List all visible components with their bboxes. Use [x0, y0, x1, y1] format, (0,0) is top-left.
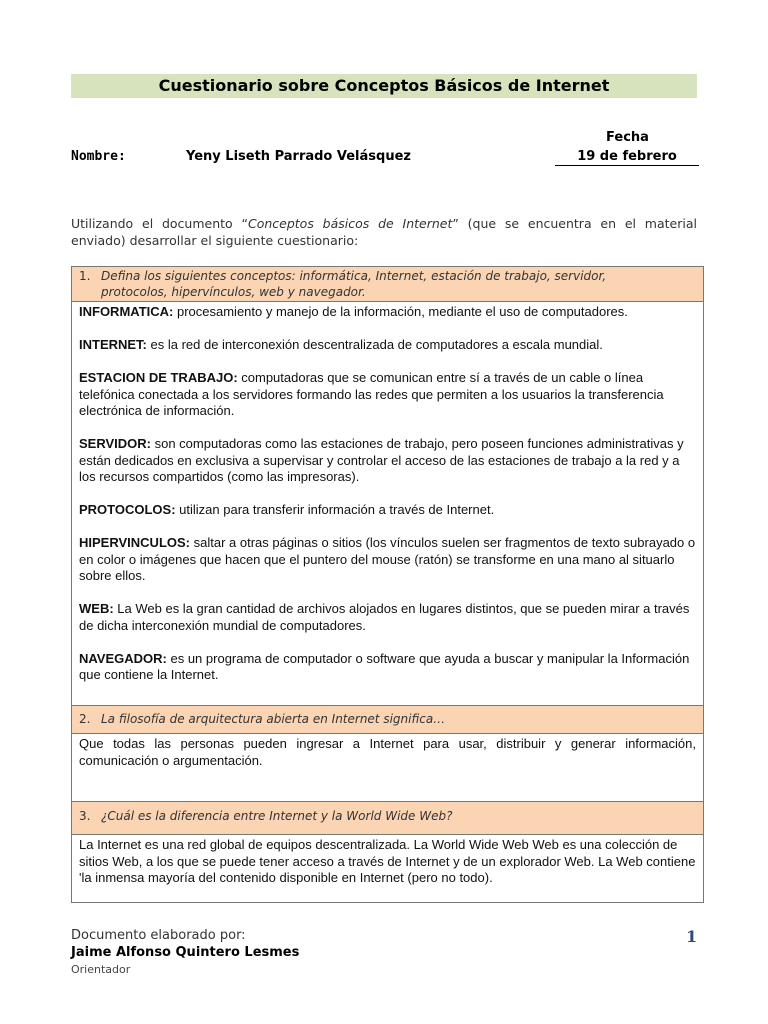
question-3 [72, 802, 703, 835]
footer-prepared-by: Documento elaborado por: [71, 928, 246, 943]
definition-term: HIPERVINCULOS: [79, 535, 190, 550]
questionnaire-table [71, 266, 704, 903]
intro-paragraph [71, 215, 697, 249]
question-text: Defina los siguientes conceptos: informática, Internet, estación de trabajo, servidor, [101, 269, 607, 283]
definition-estacion [79, 370, 696, 420]
definition-term: NAVEGADOR: [79, 650, 167, 666]
definition-servidor [79, 436, 696, 486]
question-text-continued: protocolos, hipervínculos, web y navegador. [101, 285, 366, 299]
footer-role: Orientador [71, 963, 131, 976]
definition-term: ESTACION DE TRABAJO: [79, 370, 238, 385]
definition-text: saltar a otras páginas o sitios (los vínculos suelen ser fragmentos de texto subrayado o en color o imágenes que hacen que el puntero del mouse (ratón) se transforme en una mano al situarlo sobre ellos. [79, 535, 696, 583]
answer-3: La Internet es una red global de equipos descentralizada. La World Wide Web Web es una colección de sitios Web, a los que se puede tener acceso a través de Internet y de un explorador Web. La Web contiene 'la inmensa mayoría del contenido disponible en Internet (pero no todo). [79, 837, 696, 885]
definition-text: es un programa de computador o software que ayuda a buscar y manipular la Información que contiene la Internet. [79, 650, 690, 682]
definition-term: WEB: [79, 601, 114, 616]
definition-web [79, 601, 696, 634]
question-number: 1. [79, 269, 91, 283]
nombre-label: Nombre: [71, 149, 126, 164]
definition-internet [79, 337, 696, 354]
question-2 [72, 706, 703, 734]
document-title: Cuestionario sobre Conceptos Básicos de Internet [71, 74, 697, 98]
fecha-value: 19 de febrero [555, 149, 699, 166]
fecha-label: Fecha [606, 130, 649, 145]
question-1 [72, 267, 703, 302]
definition-informatica [79, 304, 696, 321]
intro-after: ” (que se encuentra en el material enviado) desarrollar el siguiente cuestionario: [71, 216, 697, 248]
definition-protocolos [79, 502, 696, 519]
definition-term: PROTOCOLOS: [79, 502, 176, 517]
definition-term: INTERNET: [79, 337, 147, 352]
page-number: 1 [686, 927, 698, 946]
intro-before: Utilizando el documento “ [71, 216, 248, 231]
nombre-value: Yeny Liseth Parrado Velásquez [186, 149, 411, 164]
definition-text: computadoras que se comunican entre sí a través de un cable o línea telefónica conectada a los servidores formando las redes que permiten a los usuarios la transferencia electrónica de información. [79, 370, 664, 418]
question-text: La filosofía de arquitectura abierta en Internet significa… [101, 712, 446, 726]
answer-1 [72, 302, 703, 706]
definition-term: SERVIDOR: [79, 436, 151, 451]
question-number: 2. [79, 712, 91, 726]
definition-text: es la red de interconexión descentralizada de computadores a escala mundial. [146, 337, 603, 352]
question-number: 3. [79, 809, 91, 823]
intro-doc-name: Conceptos básicos de Internet [247, 216, 453, 231]
question-text: ¿Cuál es la diferencia entre Internet y la World Wide Web? [101, 809, 453, 823]
definition-text: procesamiento y manejo de la información, mediante el uso de computadores. [173, 304, 628, 319]
definition-navegador [79, 651, 696, 684]
definition-text: La Web es la gran cantidad de archivos alojados en lugares distintos, que se pueden mirar a través de dicha interconexión mundial de computadores. [79, 601, 690, 633]
definition-term: INFORMATICA: [79, 304, 174, 319]
definition-hipervinculos [79, 535, 696, 585]
footer-author: Jaime Alfonso Quintero Lesmes [71, 945, 300, 960]
definition-text: utilizan para transferir información a través de Internet. [175, 502, 495, 517]
answer-2: Que todas las personas pueden ingresar a Internet para usar, distribuir y generar información, comunicación o argumentación. [72, 734, 703, 802]
definition-text: son computadoras como las estaciones de trabajo, pero poseen funciones administrativas y están dedicados en exclusiva a supervisar y controlar el acceso de las estaciones de trabajo a la red y a los recursos compartidos (como las impresoras). [79, 436, 684, 484]
